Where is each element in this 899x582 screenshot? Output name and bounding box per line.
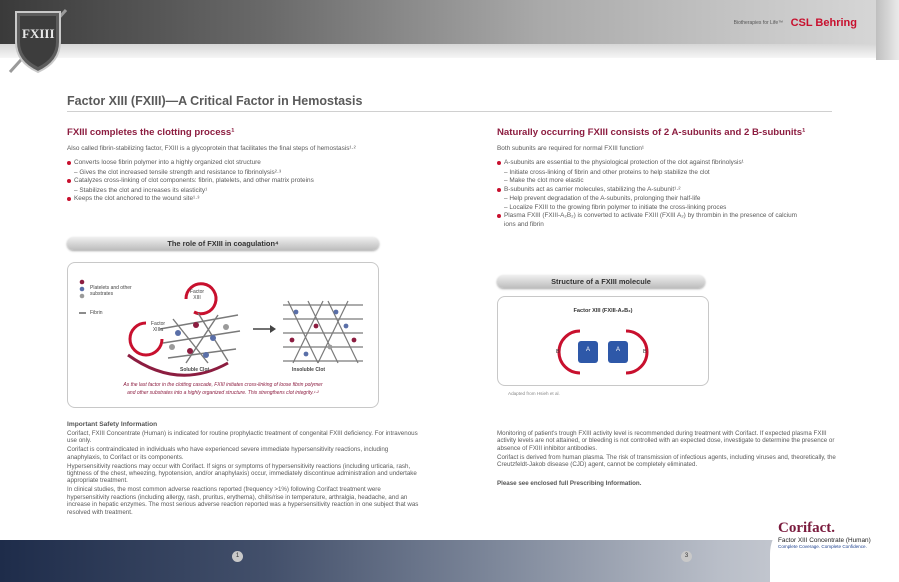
page-number-right: 3 (681, 551, 692, 562)
figure-caption-2: and other substrates into a highly organized structure. This strengthens clot integrity.¹·² (127, 390, 319, 396)
a-subunit-label-1: A (585, 347, 590, 353)
logo-subtitle: Factor XIII Concentrate (Human) (778, 537, 871, 544)
title-divider (67, 111, 832, 112)
safety-paragraph: Corifact is contraindicated in individuals who have experienced severe immediate hypersensitivity reactions, including anaphylaxis, to Corifact or its components. (67, 446, 389, 461)
corifact-logo (778, 520, 886, 549)
page-corner-curl (876, 0, 899, 60)
structure-title: Factor XIII (FXIII-A₂B₂) (573, 308, 633, 314)
page-number-left: 1 (232, 551, 243, 562)
right-intro: Both subunits are required for normal FXIII function¹ (497, 145, 645, 152)
safety-paragraph: Corifact is derived from human plasma. The risk of transmission of infectious agents, including viruses and, theoretically, the Creutzfeldt-Jakob disease (CJD) agent, cannot be completely eliminated. (497, 453, 836, 469)
footer-band (0, 540, 899, 582)
list-bullet: Keeps the clot anchored to the wound site¹·³ (67, 195, 447, 204)
safety-paragraph: Monitoring of patient's trough FXIII activity level is recommended during treatment with Corifact. If expected plasma FXIII activity levels are not attained, or bleeding is not controlled with an expected dose, investigate to determine the presence or absence of FXIII inhibitor antibodies. (497, 430, 835, 452)
right-list (497, 159, 797, 230)
list-bullet: Plasma FXIII (FXIII-A₂B₂) is converted to activate FXIII (FXIII A₂) by thrombin in the presence of calcium ions and fibrin (497, 212, 797, 229)
brand (734, 14, 857, 32)
left-heading: FXIII completes the clotting process¹ (67, 127, 235, 138)
logo-tagline: Complete Coverage. Complete Confidence. (778, 544, 867, 549)
safety-paragraph: Hypersensitivity reactions may occur with Corifact. If signs or symptoms of hypersensitivity reactions (including urticaria, rash, tightness of the chest, wheezing, hypotension, and/or anaphylaxis) occur, immediately discontinue administration and undertake appropriate treatment. (67, 462, 417, 485)
list-bullet: B-subunits act as carrier molecules, stabilizing the A-subunit¹·² (497, 186, 797, 195)
shield-text: FXIII (22, 26, 55, 41)
logo-name: Corifact. (778, 520, 836, 536)
right-heading: Naturally occurring FXIII consists of 2 A-subunits and 2 B-subunits¹ (497, 127, 806, 138)
safety-left (67, 430, 422, 517)
header-band-fade (0, 44, 899, 58)
list-bullet: Converts loose fibrin polymer into a highly organized clot structure (67, 159, 447, 168)
left-banner: The role of FXIII in coagulation⁴ (67, 237, 379, 250)
brand-tagline: Biotherapies for Life™ (733, 19, 784, 26)
fxiii-shield-logo (6, 6, 70, 76)
safety-paragraph: Corifact, FXIII Concentrate (Human) is indicated for routine prophylactic treatment of congenital FXIII deficiency. For intravenous use only. (67, 430, 418, 445)
factor-xiiia-label: Factor XIIIa (150, 321, 166, 333)
adapted-note: Adapted from Hsieh et al. (508, 391, 560, 396)
legend-platelets: Platelets and other substrates (90, 285, 132, 297)
safety-paragraph: In clinical studies, the most common adverse reactions reported (frequency >1%) following Corifact treatment were hypersensitivity reactions (including allergy, rash, pruritus, erythema), chills/rise in temperature, arthralgia, headache, and an increase in hepatic enzymes. The most serious adverse reaction reported was a hypersensitivity reaction in one subject that was resolved with treatment. (67, 486, 419, 516)
a-subunit-label-2: A (615, 347, 620, 353)
safety-heading: Important Safety Information (67, 421, 158, 428)
page-title: Factor XIII (FXIII)—A Critical Factor in Hemostasis (67, 94, 363, 108)
right-banner: Structure of a FXIII molecule (497, 275, 705, 288)
list-subitem: – Localize FXIII to the growing fibrin polymer to initiate the cross-linking proces (504, 203, 727, 211)
list-subitem: – Initiate cross-linking of fibrin and other proteins to help stabilize the clot (504, 168, 710, 176)
left-list (67, 159, 447, 205)
legend-fibrin: Fibrin (90, 310, 103, 316)
safety-right (497, 430, 842, 470)
list-subitem: – Help prevent degradation of the A-subunits, prolonging their half-life (504, 195, 701, 202)
soluble-clot-label: Soluble Clot (180, 367, 210, 373)
structure-figure (497, 296, 709, 386)
list-bullet: A-subunits are essential to the physiological protection of the clot against fibrinolysis¹ (497, 159, 797, 168)
b-subunit-label-2: B (643, 349, 647, 355)
prescribing-note: Please see enclosed full Prescribing Information. (497, 480, 642, 487)
insoluble-clot-label: Insoluble Clot (292, 367, 326, 373)
list-bullet: Catalyzes cross-linking of clot components: fibrin, platelets, and other matrix proteins (67, 177, 447, 186)
list-subitem: – Make the clot more elastic (504, 177, 584, 184)
coagulation-figure (67, 262, 379, 408)
b-subunit-label-1: B (556, 349, 560, 355)
left-intro: Also called fibrin-stabilizing factor, FXIII is a glycoprotein that facilitates the final steps of hemostasis¹·² (67, 145, 356, 152)
list-subitem: – Stabilizes the clot and increases its elasticity¹ (74, 186, 208, 194)
figure-caption-1: As the last factor in the clotting cascade, FXIII initiates cross-linking of loose fibrin polymer (123, 382, 323, 388)
list-subitem: – Gives the clot increased tensile strength and resistance to fibrinolysis²·³ (74, 168, 282, 176)
brand-name: CSL Behring (790, 16, 857, 29)
factor-xiii-label: Factor XIII (189, 289, 205, 301)
